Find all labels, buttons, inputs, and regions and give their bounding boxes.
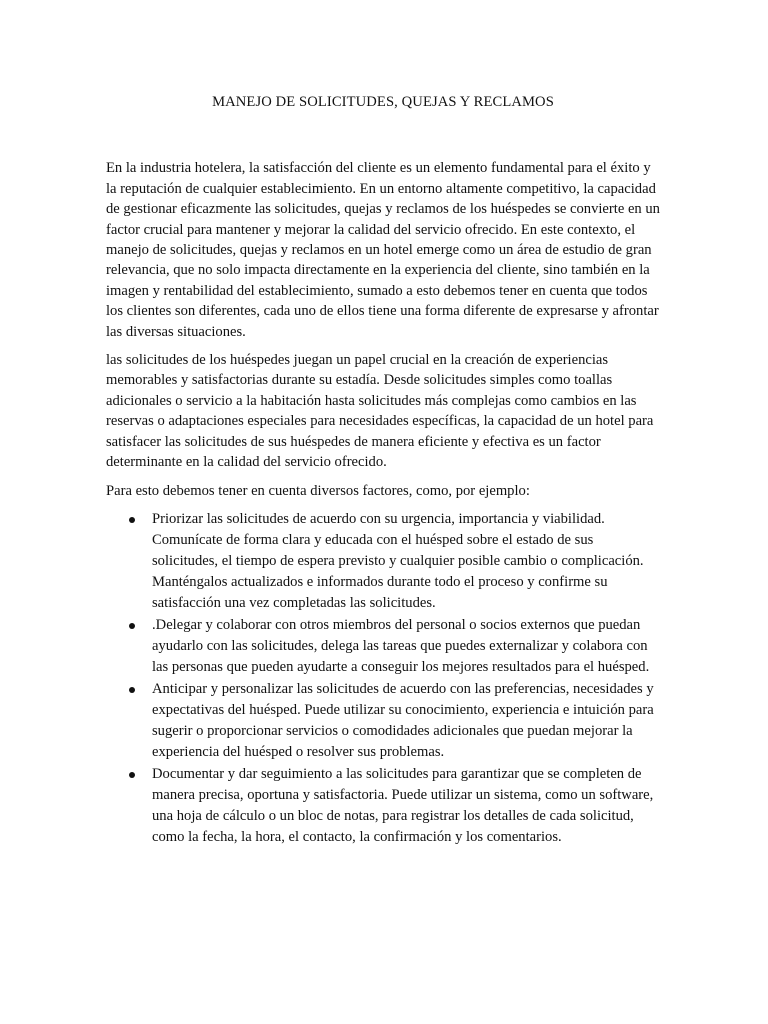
bullet-icon (129, 687, 135, 693)
list-item-text: Anticipar y personalizar las solicitudes de acuerdo con las preferencias, necesidades y expectativas del huésped. Puede utilizar su conocimiento, experiencia e intuición para sugerir o proporcionar servicios o comodidades adicionales que puedan mejorar la experiencia del huésped o resolver sus problemas. (152, 680, 654, 760)
list-item-text: Priorizar las solicitudes de acuerdo con su urgencia, importancia y viabilidad. Comunícate de forma clara y educada con el huésped sobre el estado de sus solicitudes, el tiempo de espera previsto y cualquier posible cambio o complicación. Manténgalos actualizados e informados durante todo el proceso y confirme su satisfacción una vez completadas las solicitudes. (152, 510, 644, 611)
list-item (106, 764, 660, 848)
document-title: MANEJO DE SOLICITUDES, QUEJAS Y RECLAMOS (212, 94, 554, 110)
bullet-icon (129, 772, 135, 778)
factors-list (106, 509, 660, 848)
document-page (106, 92, 660, 849)
paragraph-guest-requests: las solicitudes de los huéspedes juegan un papel crucial en la creación de experiencias memorables y satisfactorias durante su estadía. Desde solicitudes simples como toallas adicionales o servicio a la habitación hasta solicitudes más complejas como cambios en las reservas o adaptaciones especiales para necesidades específicas, la capacidad de un hotel para satisfacer las solicitudes de sus huéspedes de manera eficiente y efectiva es un factor determinante en la calidad del servicio ofrecido. (106, 352, 654, 471)
list-item (106, 679, 660, 763)
list-item-text: Documentar y dar seguimiento a las solicitudes para garantizar que se completen de manera precisa, oportuna y satisfactoria. Puede utilizar un sistema, como un software, una hoja de cálculo o un bloc de notas, para registrar los detalles de cada solicitud, como la fecha, la hora, el contacto, la confirmación y los comentarios. (152, 765, 654, 845)
list-item (106, 615, 660, 678)
paragraph-intro: En la industria hotelera, la satisfacción del cliente es un elemento fundamental para el éxito y la reputación de cualquier establecimiento. En un entorno altamente competitivo, la capacidad de gestionar eficazmente las solicitudes, quejas y reclamos de los huéspedes se convierte en un factor crucial para mantener y mejorar la calidad del servicio ofrecido. En este contexto, el manejo de solicitudes, quejas y reclamos en un hotel emerge como un área de estudio de gran relevancia, que no solo impacta directamente en la experiencia del cliente, sino también en la imagen y rentabilidad del establecimiento, sumado a esto debemos tener en cuenta que todos los clientes son diferentes, cada uno de ellos tiene una forma diferente de expresarse y afrontar las diversas situaciones. (106, 160, 660, 340)
paragraph-factors-lead: Para esto debemos tener en cuenta diversos factores, como, por ejemplo: (106, 482, 530, 499)
list-item (106, 509, 660, 614)
list-item-text: .Delegar y colaborar con otros miembros del personal o socios externos que puedan ayudarlo con las solicitudes, delega las tareas que puedes externalizar y colabora con las personas que pueden ayudarte a conseguir los mejores resultados para el huésped. (152, 616, 650, 675)
bullet-icon (129, 517, 135, 523)
bullet-icon (129, 623, 135, 629)
